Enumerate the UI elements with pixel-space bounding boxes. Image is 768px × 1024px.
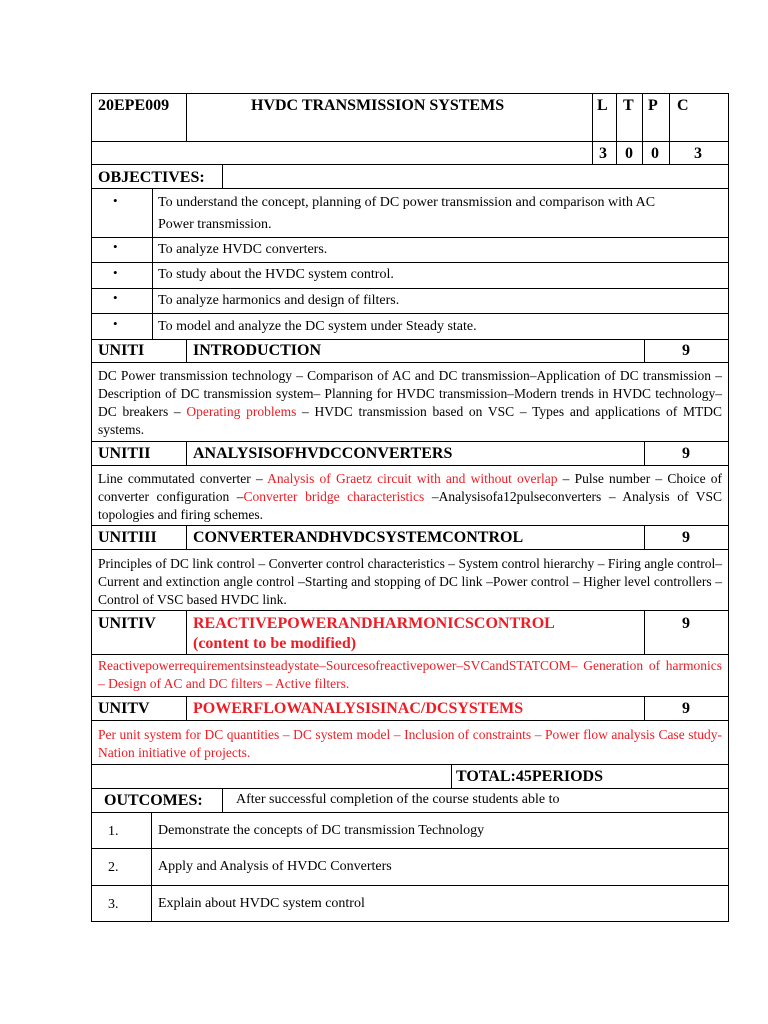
unit-title: POWERFLOWANALYSISINAC/DCSYSTEMS bbox=[193, 700, 524, 717]
ltpc-value-c: 3 bbox=[694, 145, 702, 162]
outcomes-heading: OUTCOMES: bbox=[104, 792, 203, 809]
outcome-number: 3. bbox=[108, 897, 119, 912]
outcome-number: 1. bbox=[108, 824, 119, 839]
unit-content: Principles of DC link control – Converter control characteristics – System control hierarchy – Firing angle control–Current and extinction angle control –Starting and stopping of DC link –Power control – Higher level controllers – Control of VSC based HVDC link. bbox=[98, 556, 722, 607]
ltpc-label-t: T bbox=[623, 97, 634, 114]
unit-content: Per unit system for DC quantities – DC system model – Inclusion of constraints – Power flow analysis Case study-Nation initiative of projects. bbox=[98, 727, 722, 760]
bullet-icon: • bbox=[113, 193, 118, 208]
outcome-item: Demonstrate the concepts of DC transmission Technology bbox=[158, 823, 485, 838]
highlight-text: Analysis of Graetz circuit with and without overlap bbox=[267, 471, 558, 486]
unit-label: UNITI bbox=[98, 342, 145, 359]
objective-item: To understand the concept, planning of DC power transmission and comparison with AC bbox=[158, 195, 656, 210]
objective-item: To analyze HVDC converters. bbox=[158, 242, 328, 257]
unit-hours: 9 bbox=[682, 342, 690, 359]
unit-title: REACTIVEPOWERANDHARMONICSCONTROL bbox=[193, 615, 555, 632]
unit-title: CONVERTERANDHVDCSYSTEMCONTROL bbox=[193, 529, 524, 546]
unit-content: Line commutated converter – Analysis of Graetz circuit with and without overlap – Pulse number – Choice of converter configuration –Converter bridge characteristics –Analysisofa12pulseconverters – Analysis of VSC topologies and firing schemes. bbox=[98, 471, 723, 522]
unit-title: INTRODUCTION bbox=[193, 342, 322, 359]
objective-item: To study about the HVDC system control. bbox=[158, 267, 394, 282]
course-title: HVDC TRANSMISSION SYSTEMS bbox=[251, 97, 505, 114]
unit-label: UNITV bbox=[98, 700, 150, 717]
ltpc-value-t: 0 bbox=[625, 145, 633, 162]
total-periods: TOTAL:45PERIODS bbox=[456, 768, 603, 785]
course-code: 20EPE009 bbox=[98, 97, 170, 114]
highlight-text: Converter bridge characteristics bbox=[243, 489, 425, 504]
objective-item: To model and analyze the DC system under Steady state. bbox=[158, 319, 477, 334]
ltpc-value-l: 3 bbox=[599, 145, 607, 162]
outcome-number: 2. bbox=[108, 860, 119, 875]
unit-hours: 9 bbox=[682, 700, 690, 717]
bullet-icon: • bbox=[113, 316, 118, 331]
unit-label: UNITIII bbox=[98, 529, 157, 546]
unit-hours: 9 bbox=[682, 529, 690, 546]
unit-title: ANALYSISOFHVDCCONVERTERS bbox=[193, 445, 453, 462]
ltpc-label-l: L bbox=[597, 97, 608, 114]
bullet-icon: • bbox=[113, 265, 118, 280]
objective-item-cont: Power transmission. bbox=[158, 217, 272, 232]
unit-label: UNITIV bbox=[98, 615, 156, 632]
outcome-item: Explain about HVDC system control bbox=[158, 896, 365, 911]
highlight-text: Operating problems bbox=[186, 404, 297, 419]
unit-label: UNITII bbox=[98, 445, 151, 462]
bullet-icon: • bbox=[113, 290, 118, 305]
objective-item: To analyze harmonics and design of filters. bbox=[158, 293, 400, 308]
ltpc-label-p: P bbox=[648, 97, 658, 114]
objectives-heading: OBJECTIVES: bbox=[98, 169, 205, 186]
outcome-item: Apply and Analysis of HVDC Converters bbox=[158, 859, 392, 874]
unit-hours: 9 bbox=[682, 445, 690, 462]
outcomes-intro: After successful completion of the course students able to bbox=[236, 792, 560, 807]
bullet-icon: • bbox=[113, 239, 118, 254]
ltpc-value-p: 0 bbox=[651, 145, 659, 162]
unit-content: Reactivepowerrequirementsinsteadystate–Sourcesofreactivepower–SVCandSTATCOM– Generation of harmonics – Design of AC and DC filters – Active filters. bbox=[98, 658, 722, 691]
unit-title-note: (content to be modified) bbox=[193, 635, 357, 652]
unit-content: DC Power transmission technology – Comparison of AC and DC transmission–Application of DC transmission – Description of DC transmission system– Planning for HVDC transmission–Modern trends in HVDC technology– DC breakers – Operating problems – HVDC transmission based on VSC – Types and applications of MTDC systems. bbox=[98, 368, 722, 437]
unit-hours: 9 bbox=[682, 615, 690, 632]
ltpc-label-c: C bbox=[677, 97, 689, 114]
